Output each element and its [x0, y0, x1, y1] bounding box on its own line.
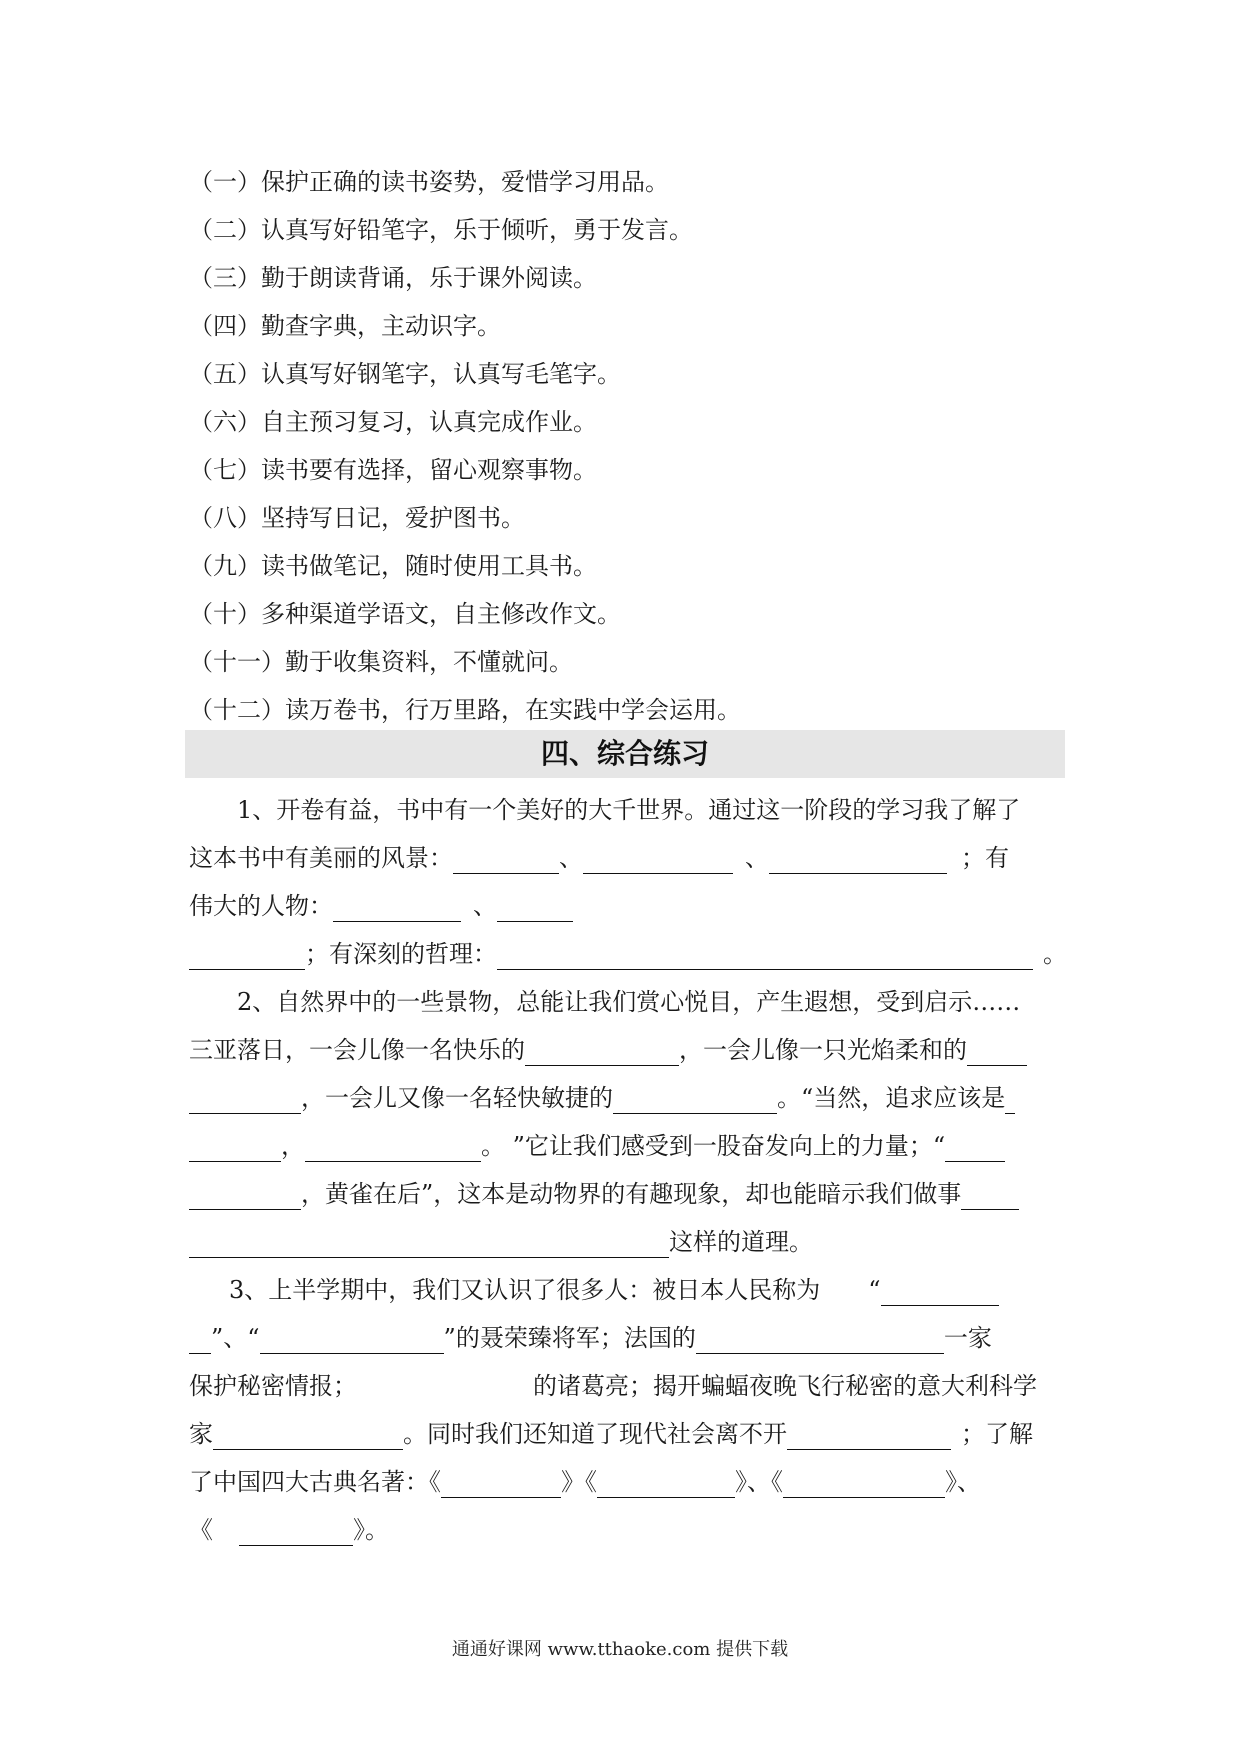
q3-line-3: [189, 1370, 1059, 1402]
q2-blank-4b[interactable]: [189, 1135, 281, 1162]
q3-text-4b: 。同时我们还知道了现代社会离不开: [403, 1420, 787, 1448]
q3-text-4a: 家: [189, 1420, 213, 1448]
q3-text-6a: 《: [189, 1516, 213, 1544]
q3-text-5b: 》《: [561, 1468, 597, 1496]
q3-line-2: [189, 1322, 1059, 1354]
q2-line-4: [189, 1130, 1059, 1162]
q2-line-2: [189, 1034, 1059, 1066]
q2-text-4a: ，: [281, 1132, 305, 1160]
q2-blank-7b[interactable]: [189, 1231, 669, 1258]
q2-text-2a: 三亚落日，一会儿像一名快乐的: [189, 1036, 525, 1064]
q3-blank-5[interactable]: [787, 1423, 951, 1450]
q3-blank-4[interactable]: [213, 1423, 403, 1450]
q2-text-1: 2、自然界中的一些景物，总能让我们赏心悦目，产生遐想，受到启示……: [237, 988, 1021, 1016]
q2-blank-1[interactable]: [525, 1039, 679, 1066]
q3-text-4c: ；了解: [961, 1420, 1033, 1448]
goal-item-12: （十二）读万卷书，行万里路，在实践中学会运用。: [189, 696, 741, 724]
q1-blank-person-3[interactable]: [189, 943, 305, 970]
q2-blank-2a[interactable]: [967, 1039, 1027, 1066]
footer-credit: 通通好课网 www.tthaoke.com 提供下载: [451, 1639, 789, 1660]
section-title: 四、综合练习: [540, 737, 709, 770]
q2-line-1: [189, 986, 1059, 1018]
q1-blank-scenery-1[interactable]: [453, 847, 559, 874]
q3-text-2b: ”的聂荣臻将军；法国的: [443, 1324, 696, 1352]
q3-text-3a: 保护秘密情报；: [189, 1372, 357, 1400]
q3-blank-classic-4[interactable]: [239, 1519, 353, 1546]
q3-line-1: [189, 1274, 1059, 1306]
q2-text-6a: 这样的道理。: [669, 1228, 813, 1256]
q1-text-2a: 这本书中有美丽的风景：: [189, 844, 453, 872]
q1-line-3: [189, 890, 1059, 922]
q1-text-1: 1、开卷有益，书中有一个美好的大千世界。通过这一阶段的学习我了解了: [237, 796, 1021, 824]
q1-text-3a: 伟大的人物：: [189, 892, 333, 920]
q1-blank-person-1[interactable]: [333, 895, 461, 922]
q3-text-3b: 的诸葛亮；揭开蝙蝠夜晚飞行秘密的意大利科学: [533, 1372, 1037, 1400]
q1-text-4b: 。: [1043, 940, 1067, 968]
q1-line-1: [189, 794, 1059, 826]
q2-text-2b: ，一会儿像一只光焰柔和的: [679, 1036, 967, 1064]
q3-blank-1b[interactable]: [189, 1327, 211, 1354]
q2-line-3: [189, 1082, 1059, 1114]
q2-blank-2b[interactable]: [189, 1087, 301, 1114]
q3-blank-1a[interactable]: [881, 1279, 999, 1306]
q3-blank-classic-3[interactable]: [783, 1471, 945, 1498]
q3-text-5a: 了中国四大古典名著：《: [189, 1468, 441, 1496]
q1-blank-scenery-2[interactable]: [583, 847, 733, 874]
q3-text-2c: 一家: [943, 1324, 992, 1352]
q3-text-6b: 》。: [353, 1516, 389, 1544]
goal-item-2: （二）认真写好铅笔字，乐于倾听，勇于发言。: [189, 216, 693, 244]
q2-text-5a: ，黄雀在后”，这本是动物界的有趣现象，却也能暗示我们做事: [301, 1180, 962, 1208]
q2-text-3b: 。“当然，追求应该是: [777, 1084, 1006, 1112]
q1-sep: 、: [559, 844, 583, 872]
q1-sep: 、: [745, 844, 769, 872]
goal-item-3: （三）勤于朗读背诵，乐于课外阅读。: [189, 264, 597, 292]
q3-text-5c: 》、《: [735, 1468, 783, 1496]
goal-item-6: （六）自主预习复习，认真完成作业。: [189, 408, 597, 436]
q1-blank-person-2[interactable]: [497, 895, 573, 922]
q1-text-4a: ；有深刻的哲理：: [305, 940, 497, 968]
section-banner: [185, 730, 1065, 778]
q2-blank-4a[interactable]: [1005, 1087, 1015, 1114]
q3-text-1b: “: [868, 1276, 881, 1304]
q2-blank-6b[interactable]: [189, 1183, 301, 1210]
q1-line-2: [189, 842, 1059, 874]
q3-line-5: [189, 1466, 1059, 1498]
q3-line-6: [189, 1514, 1059, 1546]
q1-sep: 、: [473, 892, 497, 920]
goal-item-9: （九）读书做笔记，随时使用工具书。: [189, 552, 597, 580]
q1-line-4: [189, 938, 1067, 970]
q2-blank-6a[interactable]: [945, 1135, 1005, 1162]
q3-text-5d: 》、: [945, 1468, 981, 1496]
q3-blank-classic-2[interactable]: [597, 1471, 735, 1498]
q2-line-6: [189, 1226, 1059, 1258]
q2-blank-3[interactable]: [613, 1087, 777, 1114]
goal-item-11: （十一）勤于收集资料，不懂就问。: [189, 648, 573, 676]
q2-line-5: [189, 1178, 1059, 1210]
q3-blank-3[interactable]: [696, 1327, 944, 1354]
q2-blank-5[interactable]: [305, 1135, 481, 1162]
goal-item-7: （七）读书要有选择，留心观察事物。: [189, 456, 597, 484]
q3-blank-2[interactable]: [260, 1327, 444, 1354]
goal-item-1: （一）保护正确的读书姿势，爱惜学习用品。: [189, 168, 669, 196]
q1-blank-philosophy[interactable]: [497, 943, 1033, 970]
q3-blank-classic-1[interactable]: [441, 1471, 561, 1498]
q2-text-4b: 。 ”它让我们感受到一股奋发向上的力量；“: [481, 1132, 946, 1160]
q3-line-4: [189, 1418, 1059, 1450]
goal-item-8: （八）坚持写日记，爱护图书。: [189, 504, 525, 532]
goal-item-4: （四）勤查字典，主动识字。: [189, 312, 501, 340]
q1-blank-scenery-3[interactable]: [769, 847, 947, 874]
q1-text-2c: ；有: [961, 844, 1009, 872]
goal-item-10: （十）多种渠道学语文，自主修改作文。: [189, 600, 621, 628]
q3-text-2a: ”、“: [211, 1324, 260, 1352]
q2-text-3a: ，一会儿又像一名轻快敏捷的: [301, 1084, 613, 1112]
q2-blank-7a[interactable]: [961, 1183, 1019, 1210]
goal-item-5: （五）认真写好钢笔字，认真写毛笔字。: [189, 360, 621, 388]
q3-text-1: 3、上半学期中，我们又认识了很多人：被日本人民称为: [229, 1276, 821, 1304]
